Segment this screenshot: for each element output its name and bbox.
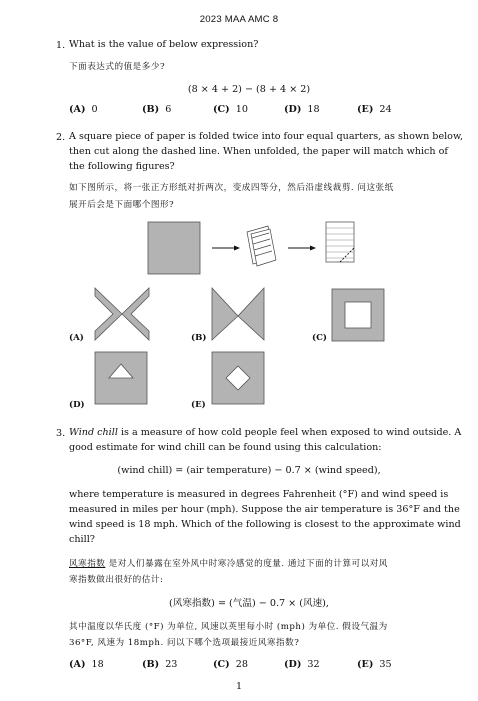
q2-text-cn-1: 如下图所示，将一张正方形纸对折两次，变成四等分，然后沿虚线裁剪. 问这张纸 — [69, 183, 394, 193]
option-e-figure — [212, 352, 264, 404]
q3-text-en-3: where temperature is measured in degrees Fahrenheit (°F) and wind speed is — [69, 489, 449, 500]
q3-choice-e[interactable]: (E) 35 — [357, 659, 392, 670]
option-b-label[interactable]: (B) — [191, 333, 207, 343]
q3-text-cn-3: 其中温度以华氏度 (°F) 为单位, 风速以英里每小时 (mph) 为单位. 假设气温为 — [69, 622, 388, 632]
q1-text-cn: 下面表达式的值是多少? — [69, 62, 166, 72]
q3-number: 3. — [56, 428, 66, 439]
page-title: 2023 MAA AMC 8 — [199, 14, 279, 25]
folded-square-with-cut — [326, 222, 354, 262]
q3-term-en: Wind chill — [69, 427, 118, 438]
option-b-figure — [212, 288, 264, 340]
q1-choice-d[interactable]: (D) 18 — [284, 104, 320, 115]
option-e-label[interactable]: (E) — [191, 400, 206, 410]
option-a-label[interactable]: (A) — [69, 333, 84, 343]
arrow-1 — [212, 246, 240, 251]
option-d-label[interactable]: (D) — [69, 400, 85, 410]
q3-text-cn-1: 风寒指数 是对人们暴露在室外风中时寒冷感觉的度量. 通过下面的计算可以对风 — [69, 559, 388, 569]
q2-number: 2. — [56, 132, 66, 143]
q1-number: 1. — [56, 40, 66, 51]
q3-text-en-5: wind speed is 18 mph. Which of the following is closest to the approximate wind — [69, 519, 461, 530]
q2-text-cn-2: 展开后会是下面哪个图形? — [69, 200, 175, 210]
q3-term-cn: 风寒指数 — [69, 559, 106, 569]
q2-text-en-2: then cut along the dashed line. When unfolded, the paper will match which of — [69, 146, 448, 157]
q3-formula-en: (wind chill) = (air temperature) − 0.7 × (wind speed), — [117, 465, 381, 476]
q1-choice-e[interactable]: (E) 24 — [357, 104, 392, 115]
q1-choice-c[interactable]: (C) 10 — [213, 104, 248, 115]
option-c-label[interactable]: (C) — [312, 333, 327, 343]
page-number: 1 — [235, 681, 243, 692]
q2-text-en-3: the following figures? — [69, 161, 175, 172]
q1-choice-b[interactable]: (B) 6 — [142, 104, 172, 115]
q3-formula-cn: (风寒指数) = (气温) − 0.7 × (风速), — [169, 598, 329, 609]
q3-text-cn-4: 36°F, 风速为 18mph. 问以下哪个选项最接近风寒指数? — [69, 638, 300, 648]
q3-choice-b[interactable]: (B) 23 — [142, 659, 178, 670]
q3-choice-d[interactable]: (D) 32 — [284, 659, 320, 670]
diagram-square — [148, 222, 200, 274]
q3-text-en-4: measured in miles per hour (mph). Suppose the air temperature is 36°F and the — [69, 504, 460, 515]
q3-text-en-1: Wind chill is a measure of how cold people feel when exposed to wind outside. A — [69, 427, 462, 438]
arrow-2 — [288, 246, 316, 251]
q3-choice-a[interactable]: (A) 18 — [69, 659, 104, 670]
q1-choice-a[interactable]: (A) 0 — [69, 104, 98, 115]
option-c-figure — [332, 289, 384, 341]
q3-choice-c[interactable]: (C) 28 — [213, 659, 248, 670]
q3-text-en-2: good estimate for wind chill can be found using this calculation: — [69, 442, 382, 453]
q3-text-cn-2: 寒指数做出很好的估计: — [69, 575, 164, 585]
q3-text-en-6: chill? — [69, 534, 95, 545]
q2-text-en-1: A square piece of paper is folded twice into four equal quarters, as shown below, — [69, 131, 464, 142]
option-d-figure — [95, 352, 147, 404]
folded-paper-icon — [247, 226, 276, 266]
q1-expression: (8 × 4 + 2) − (8 + 4 × 2) — [187, 84, 311, 95]
q1-text-en: What is the value of below expression? — [69, 39, 259, 50]
option-a-figure — [95, 288, 149, 340]
